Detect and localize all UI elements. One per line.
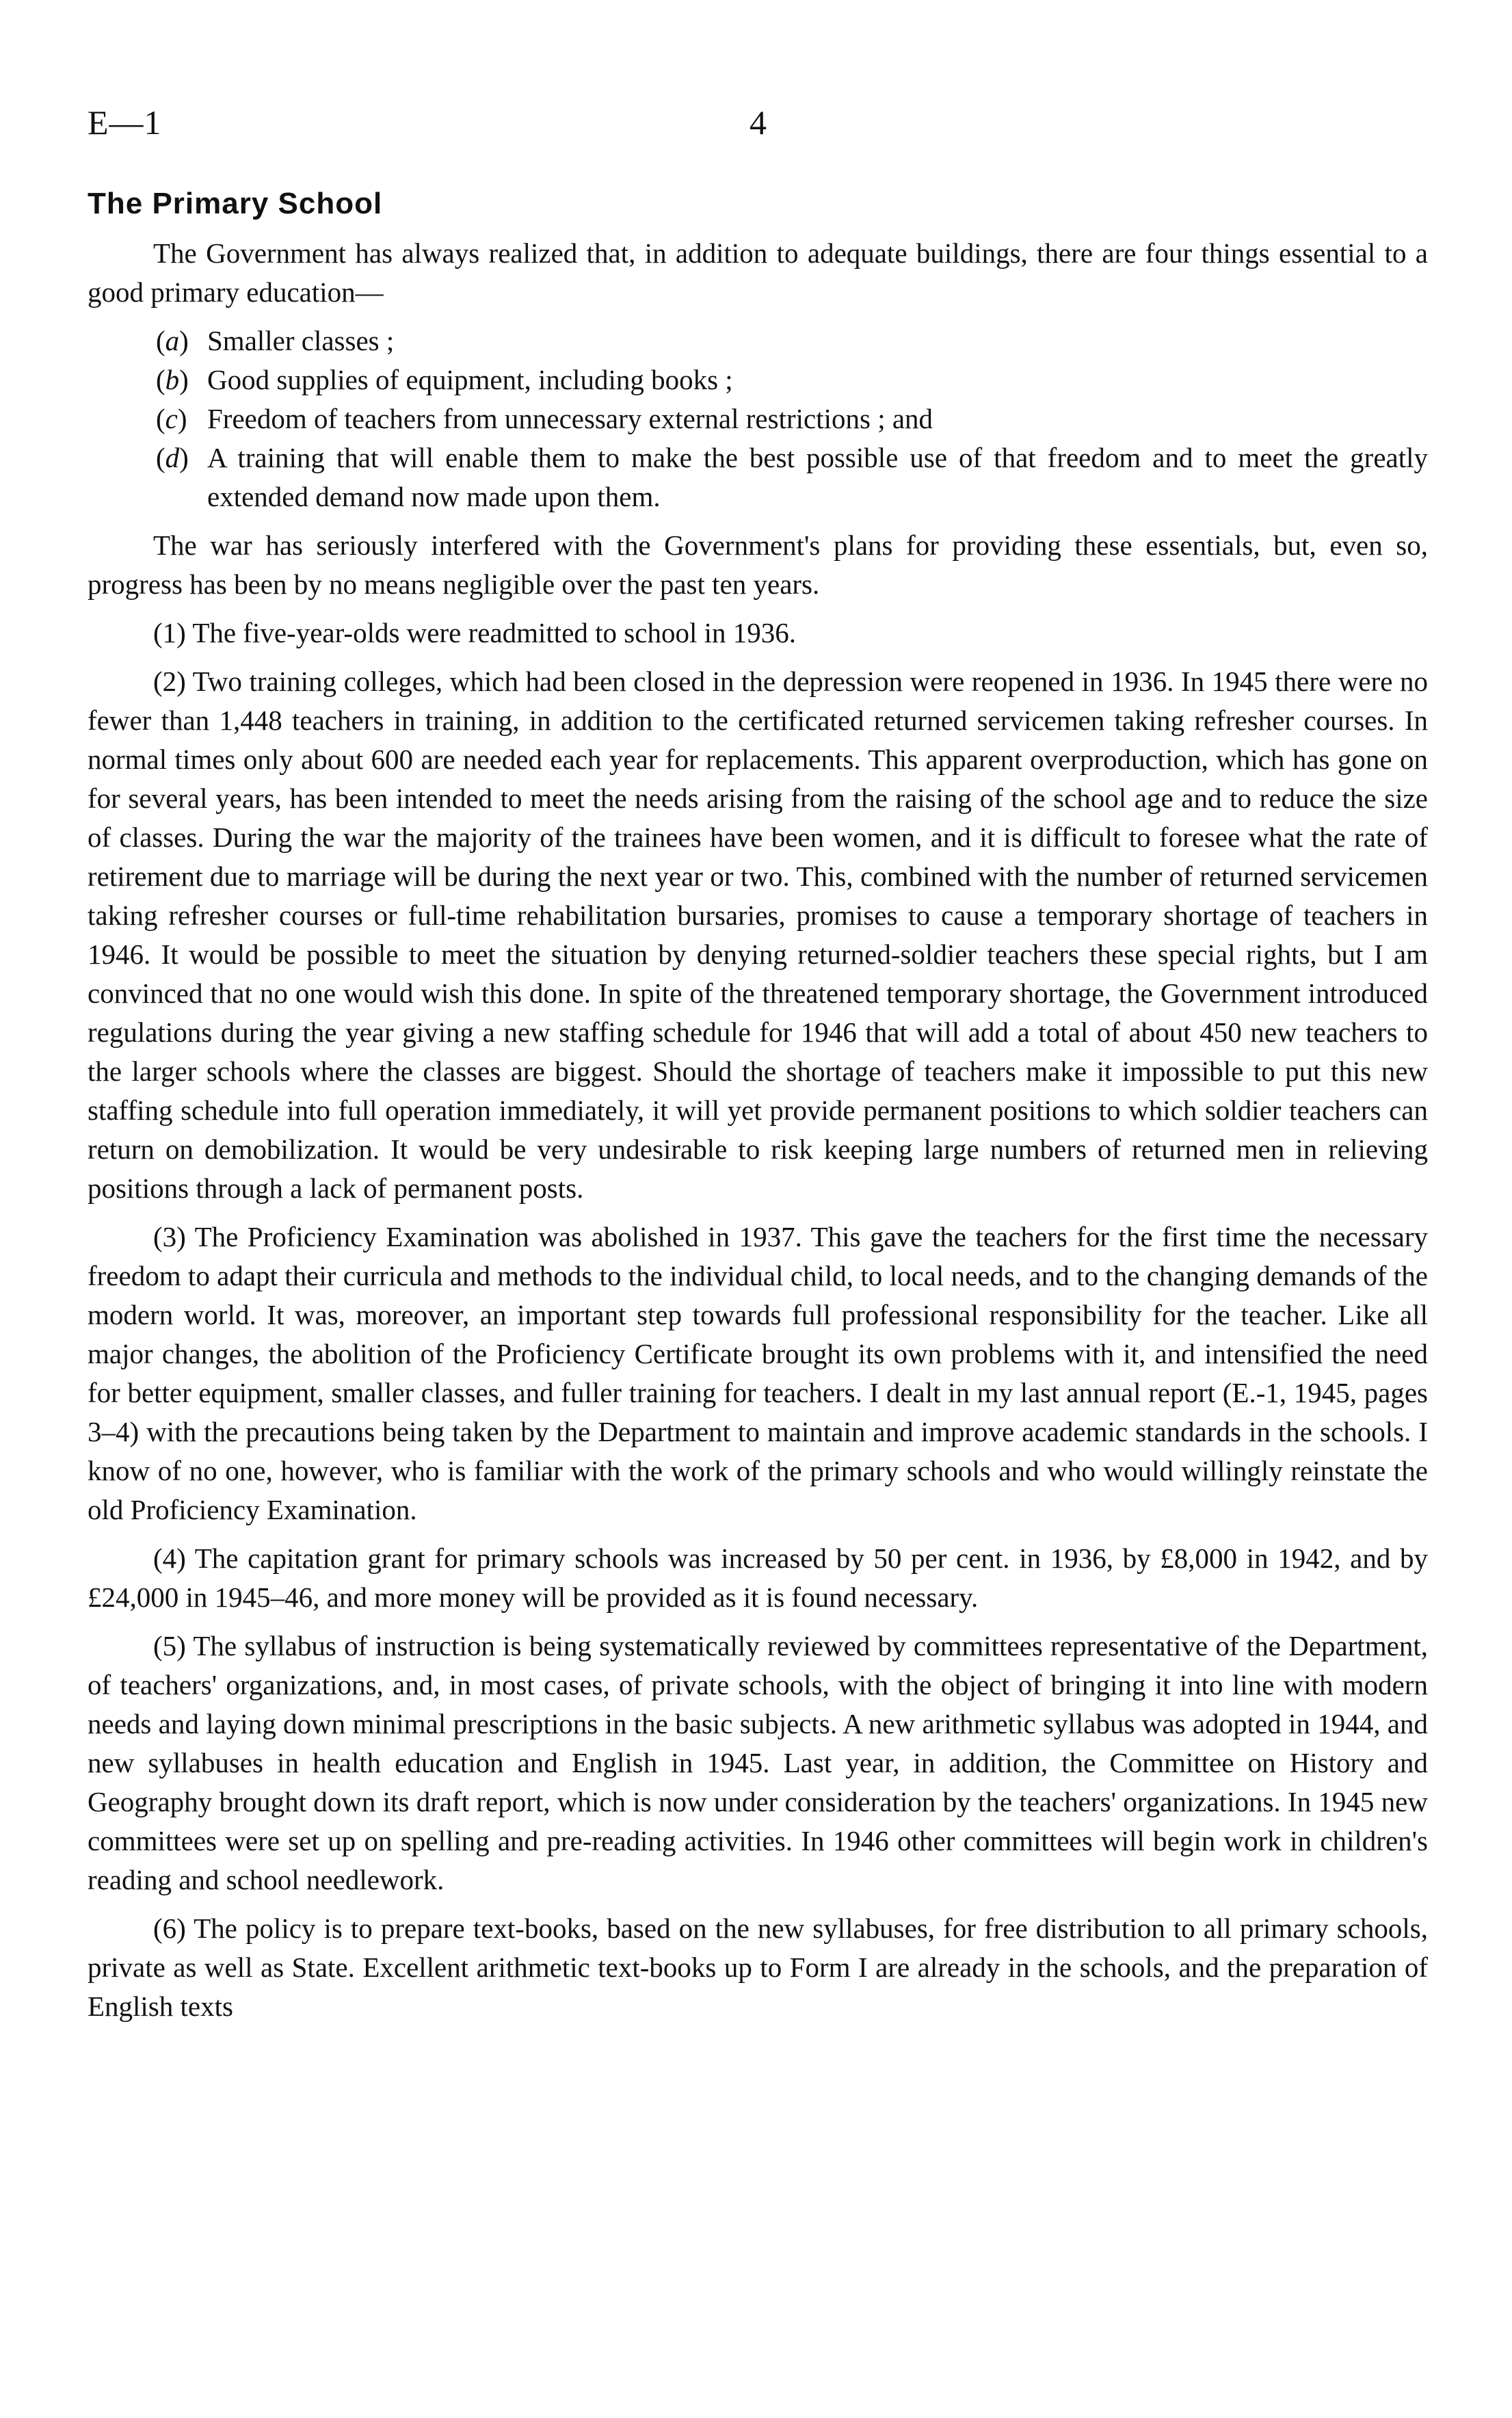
- paragraph-point-5: (5) The syllabus of instruction is being systematically reviewed by committees representative of the Department, of teachers' organizations, and, in most cases, of private schools, with the object of bringing it into line with modern needs and laying down minimal prescriptions in the basic subjects. A new arithmetic syllabus was adopted in 1944, and new syllabuses in health education and English in 1945. Last year, in addition, the Committee on History and Geography brought down its draft report, which is now under consideration by the teachers' organizations. In 1945 new committees were set up on spelling and pre-reading activities. In 1946 other committees will begin work in children's reading and school needlework.: [88, 1630, 1428, 1895]
- paragraph-war-progress: The war has seriously interfered with the Government's plans for providing these essentials, but, even so, progress has been by no means negligible over the past ten years.: [88, 529, 1428, 600]
- paragraph-point-1: (1) The five-year-olds were readmitted to school in 1936.: [153, 617, 796, 648]
- list-item: [88, 321, 1428, 360]
- list-item: [88, 438, 1428, 516]
- list-item-marker: (c): [156, 403, 187, 434]
- list-item: [88, 399, 1428, 438]
- list-item-marker: (d): [156, 442, 189, 473]
- essentials-list: [88, 321, 1428, 516]
- running-header: [88, 103, 1424, 150]
- list-item: [88, 360, 1428, 399]
- list-item-text: Good supplies of equipment, including books ;: [207, 364, 733, 395]
- paragraph-point-3: (3) The Proficiency Examination was abolished in 1937. This gave the teachers for the first time the necessary freedom to adapt their curricula and methods to the individual child, to local needs, and to the changing demands of the modern world. It was, moreover, an important step towards full professional responsibility for the teacher. Like all major changes, the abolition of the Proficiency Certificate brought its own problems with it, and intensified the need for better equipment, smaller classes, and fuller training for teachers. I dealt in my last annual report (E.-1, 1945, pages 3–4) with the precautions being taken by the Department to maintain and improve academic standards in the schools. I know of no one, however, who is familiar with the work of the primary schools and who would willingly reinstate the old Proficiency Examination.: [88, 1221, 1428, 1525]
- document-code: E—1: [88, 103, 162, 142]
- list-item-text: Smaller classes ;: [207, 325, 395, 356]
- list-item-marker: (a): [156, 325, 189, 356]
- paragraph-point-6: (6) The policy is to prepare text-books, based on the new syllabuses, for free distribution to all primary schools, private as well as State. Excellent arithmetic text-books up to Form I are already in the schools, and the preparation of English texts: [88, 1913, 1428, 2022]
- paragraph-point-2: (2) Two training colleges, which had been closed in the depression were reopened in 1936. In 1945 there were no fewer than 1,448 teachers in training, in addition to the certificated returned servicemen taking refresher courses. In normal times only about 600 are needed each year for replacements. This apparent overproduction, which has gone on for several years, has been intended to meet the needs arising from the raising of the school age and to reduce the size of classes. During the war the majority of the trainees have been women, and it is difficult to foresee what the rate of retirement due to marriage will be during the next year or two. This, combined with the number of returned servicemen taking refresher courses or full-time rehabilitation bursaries, promises to cause a temporary shortage of teachers in 1946. It would be possible to meet the situation by denying returned-soldier teachers these special rights, but I am convinced that no one would wish this done. In spite of the threatened temporary shortage, the Government introduced regulations during the year giving a new staffing schedule for 1946 that will add a total of about 450 new teachers to the larger schools where the classes are biggest. Should the shortage of teachers make it impossible to put this new staffing schedule into full operation immediately, it will yet provide permanent positions to which soldier teachers can return on demobilization. It would be very undesirable to risk keeping large numbers of returned men in relieving positions through a lack of permanent posts.: [88, 666, 1428, 1204]
- list-item-text: A training that will enable them to make the best possible use of that freedom and to meet the greatly extended demand now made upon them.: [207, 442, 1428, 512]
- list-item-marker: (b): [156, 364, 189, 395]
- section-heading: The Primary School: [88, 187, 383, 220]
- intro-paragraph: The Government has always realized that, in addition to adequate buildings, there are four things essential to a good primary education—: [88, 237, 1428, 308]
- body-text: [88, 234, 1428, 2036]
- paragraph-point-4: (4) The capitation grant for primary schools was increased by 50 per cent. in 1936, by £8,000 in 1942, and by £24,000 in 1945–46, and more money will be provided as it is found necessary.: [88, 1542, 1428, 1613]
- page-number: 4: [750, 103, 767, 142]
- list-item-text: Freedom of teachers from unnecessary external restrictions ; and: [207, 403, 933, 434]
